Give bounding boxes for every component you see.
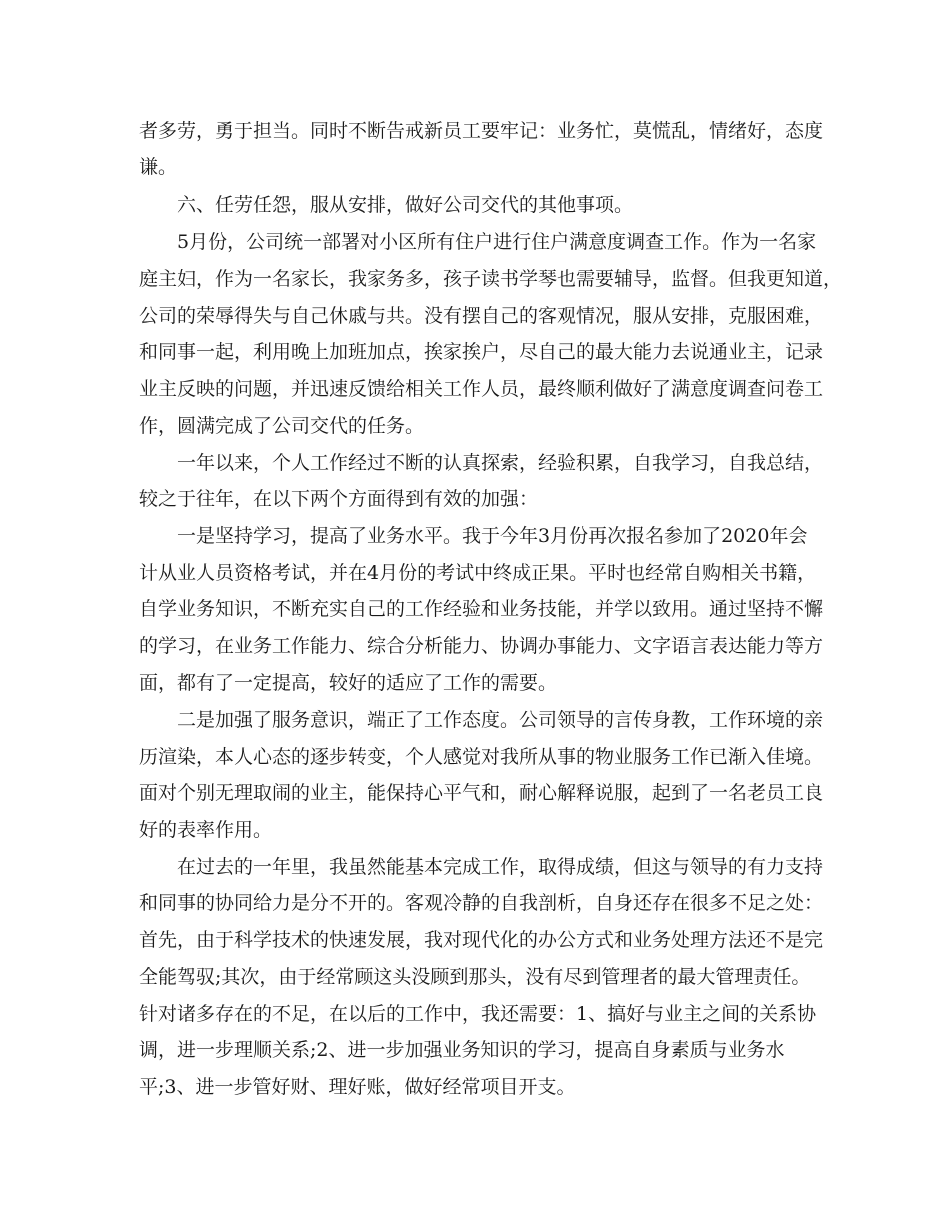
- text-line: 面，都有了一定提高，较好的适应了工作的需要。: [139, 672, 558, 694]
- text-line: 平;3、进一步管好财、理好账，做好经常项目开支。: [139, 1076, 576, 1098]
- text-line: 好的表率作用。: [139, 819, 273, 841]
- text-line: 首先，由于科学技术的快速发展，我对现代化的办公方式和业务处理方法还不是完: [139, 929, 824, 951]
- text-line: 较之于往年，在以下两个方面得到有效的加强：: [139, 488, 539, 510]
- text-line: 调，进一步理顺关系;2、进一步加强业务知识的学习，提高自身素质与业务水: [139, 1039, 785, 1061]
- paragraph-heading: 六、任劳任怨，服从安排，做好公司交代的其他事项。: [177, 194, 634, 216]
- text-line: 的学习，在业务工作能力、综合分析能力、协调办事能力、文字语言表达能力等方: [139, 635, 824, 657]
- text-line: 者多劳，勇于担当。同时不断告戒新员工要牢记：业务忙，莫慌乱，情绪好，态度: [139, 120, 824, 142]
- text-line: 庭主妇，作为一名家长，我家务多，孩子读书学琴也需要辅导，监督。但我更知道，: [139, 268, 843, 290]
- text-line: 一是坚持学习，提高了业务水平。我于今年3月份再次报名参加了2020年会: [177, 525, 808, 547]
- text-line: 全能驾驭;其次，由于经常顾这头没顾到那头，没有尽到管理者的最大管理责任。: [139, 966, 811, 988]
- text-line: 在过去的一年里，我虽然能基本完成工作，取得成绩，但这与领导的有力支持: [177, 856, 824, 878]
- text-line: 历渲染，本人心态的逐步转变，个人感觉对我所从事的物业服务工作已渐入佳境。: [139, 746, 824, 768]
- text-line: 面对个别无理取闹的业主，能保持心平气和，耐心解释说服，起到了一名老员工良: [139, 782, 824, 804]
- text-line: 计从业人员资格考试，并在4月份的考试中终成正果。平时也经常自购相关书籍，: [139, 562, 817, 584]
- text-line: 5月份，公司统一部署对小区所有住户进行住户满意度调查工作。作为一名家: [177, 231, 817, 253]
- text-line: 和同事的协同给力是分不开的。客观冷静的自我剖析，自身还存在很多不足之处：: [139, 892, 824, 914]
- text-line: 公司的荣辱得失与自己休戚与共。没有摆自己的客观情况，服从安排，克服困难，: [139, 305, 824, 327]
- text-line: 和同事一起，利用晚上加班加点，挨家挨户，尽自己的最大能力去说通业主，记录: [139, 341, 824, 363]
- text-line: 针对诸多存在的不足，在以后的工作中，我还需要：1、搞好与业主之间的关系协: [139, 1003, 817, 1025]
- text-line: 二是加强了服务意识，端正了工作态度。公司领导的言传身教，工作环境的亲: [177, 709, 824, 731]
- text-line: 谦。: [139, 156, 178, 178]
- text-line: 作，圆满完成了公司交代的任务。: [139, 415, 425, 437]
- text-line: 业主反映的问题，并迅速反馈给相关工作人员，最终顺利做好了满意度调查问卷工: [139, 378, 824, 400]
- text-line: 自学业务知识，不断充实自己的工作经验和业务技能，并学以致用。通过坚持不懈: [139, 598, 824, 620]
- text-line: 一年以来，个人工作经过不断的认真探索，经验积累，自我学习，自我总结，: [177, 452, 824, 474]
